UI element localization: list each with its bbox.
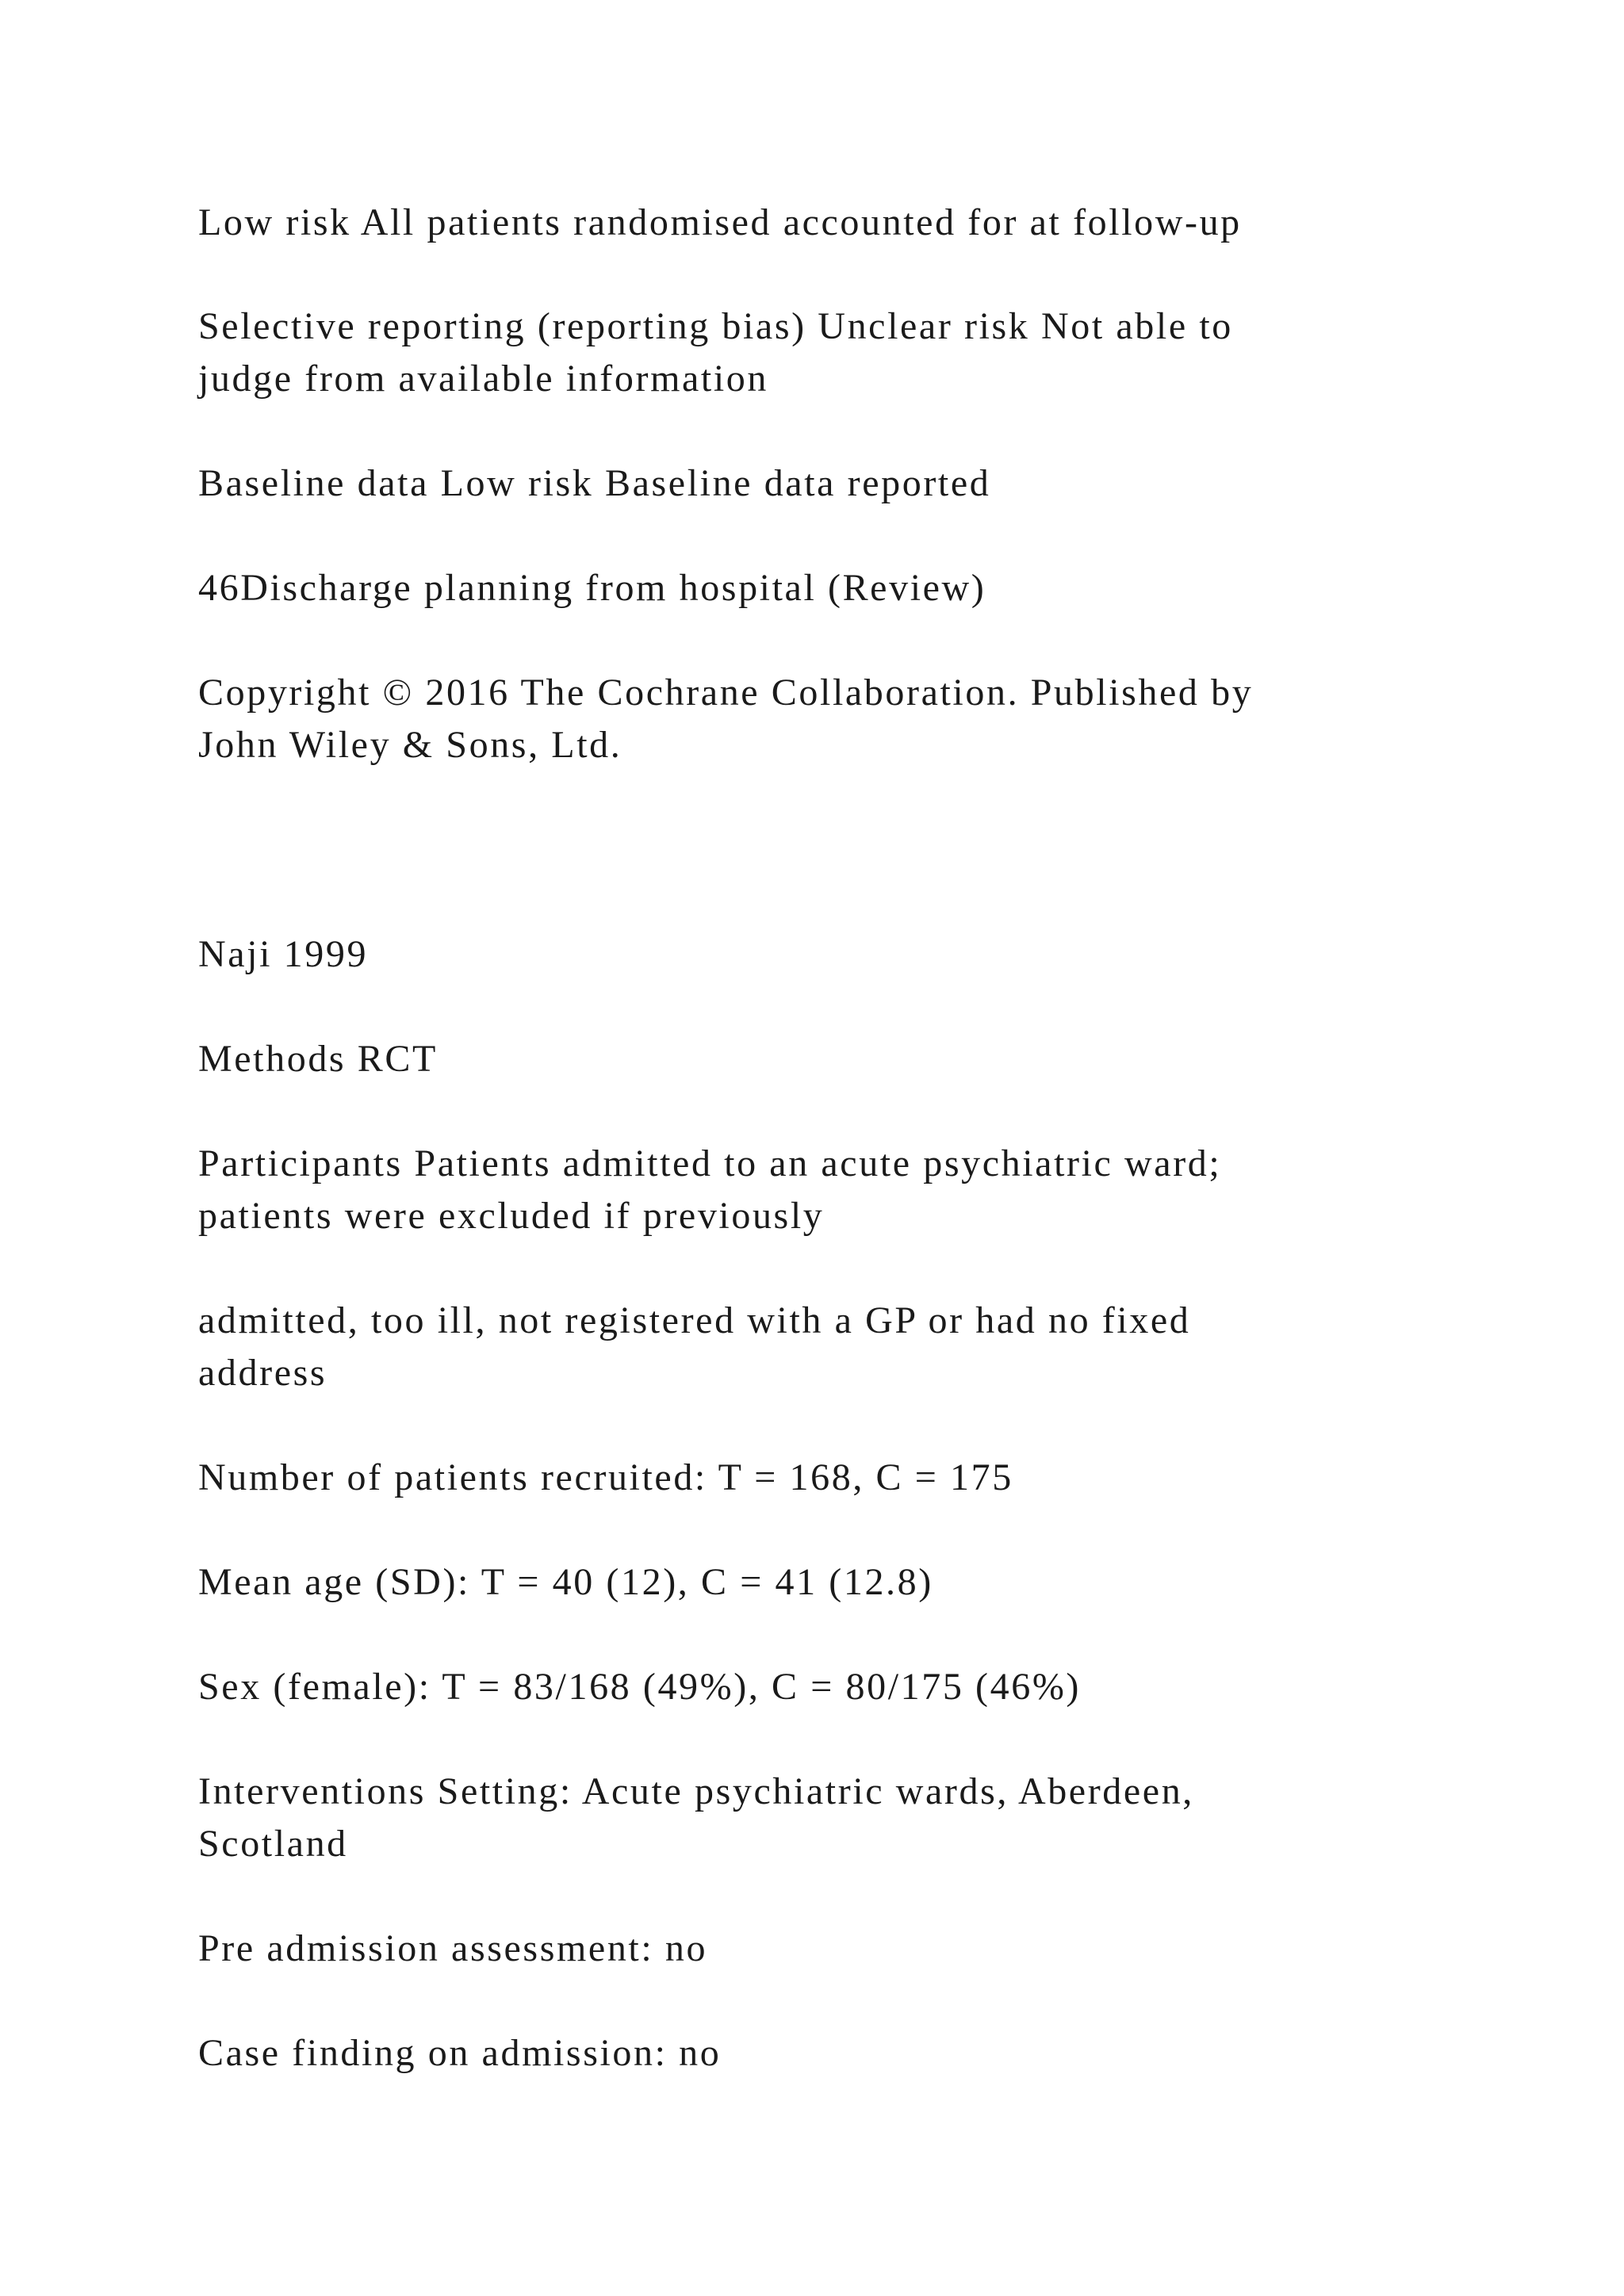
recruited-count-line: Number of patients recruited: T = 168, C = 175	[198, 1456, 1013, 1498]
mean-age-line: Mean age (SD): T = 40 (12), C = 41 (12.8)	[198, 1561, 933, 1603]
participants-line: Participants Patients admitted to an acute psychiatric ward;	[198, 1142, 1222, 1184]
sex-female-line: Sex (female): T = 83/168 (49%), C = 80/175 (46%)	[198, 1666, 1081, 1708]
participants-exclusion-line: admitted, too ill, not registered with a GP or had no fixed	[198, 1299, 1191, 1341]
risk-selective-reporting-line: Selective reporting (reporting bias) Unclear risk Not able to	[198, 305, 1233, 347]
risk-baseline-line: Baseline data Low risk Baseline data reported	[198, 462, 991, 504]
risk-attrition-line: Low risk All patients randomised accounted for at follow-up	[198, 201, 1242, 243]
page-footer-title: 46Discharge planning from hospital (Review)	[198, 567, 986, 609]
methods-line: Methods RCT	[198, 1038, 438, 1080]
pre-admission-line: Pre admission assessment: no	[198, 1927, 708, 1969]
case-finding-line: Case finding on admission: no	[198, 2032, 722, 2074]
participants-exclusion-line-2: address	[198, 1352, 327, 1394]
interventions-line-2: Scotland	[198, 1823, 348, 1865]
copyright-line-2: John Wiley & Sons, Ltd.	[198, 724, 622, 766]
copyright-line: Copyright © 2016 The Cochrane Collaboration. Published by	[198, 672, 1254, 714]
interventions-line: Interventions Setting: Acute psychiatric wards, Aberdeen,	[198, 1770, 1194, 1812]
participants-line-2: patients were excluded if previously	[198, 1195, 825, 1237]
study-heading: Naji 1999	[198, 933, 369, 975]
risk-selective-reporting-line-2: judge from available information	[198, 358, 768, 400]
